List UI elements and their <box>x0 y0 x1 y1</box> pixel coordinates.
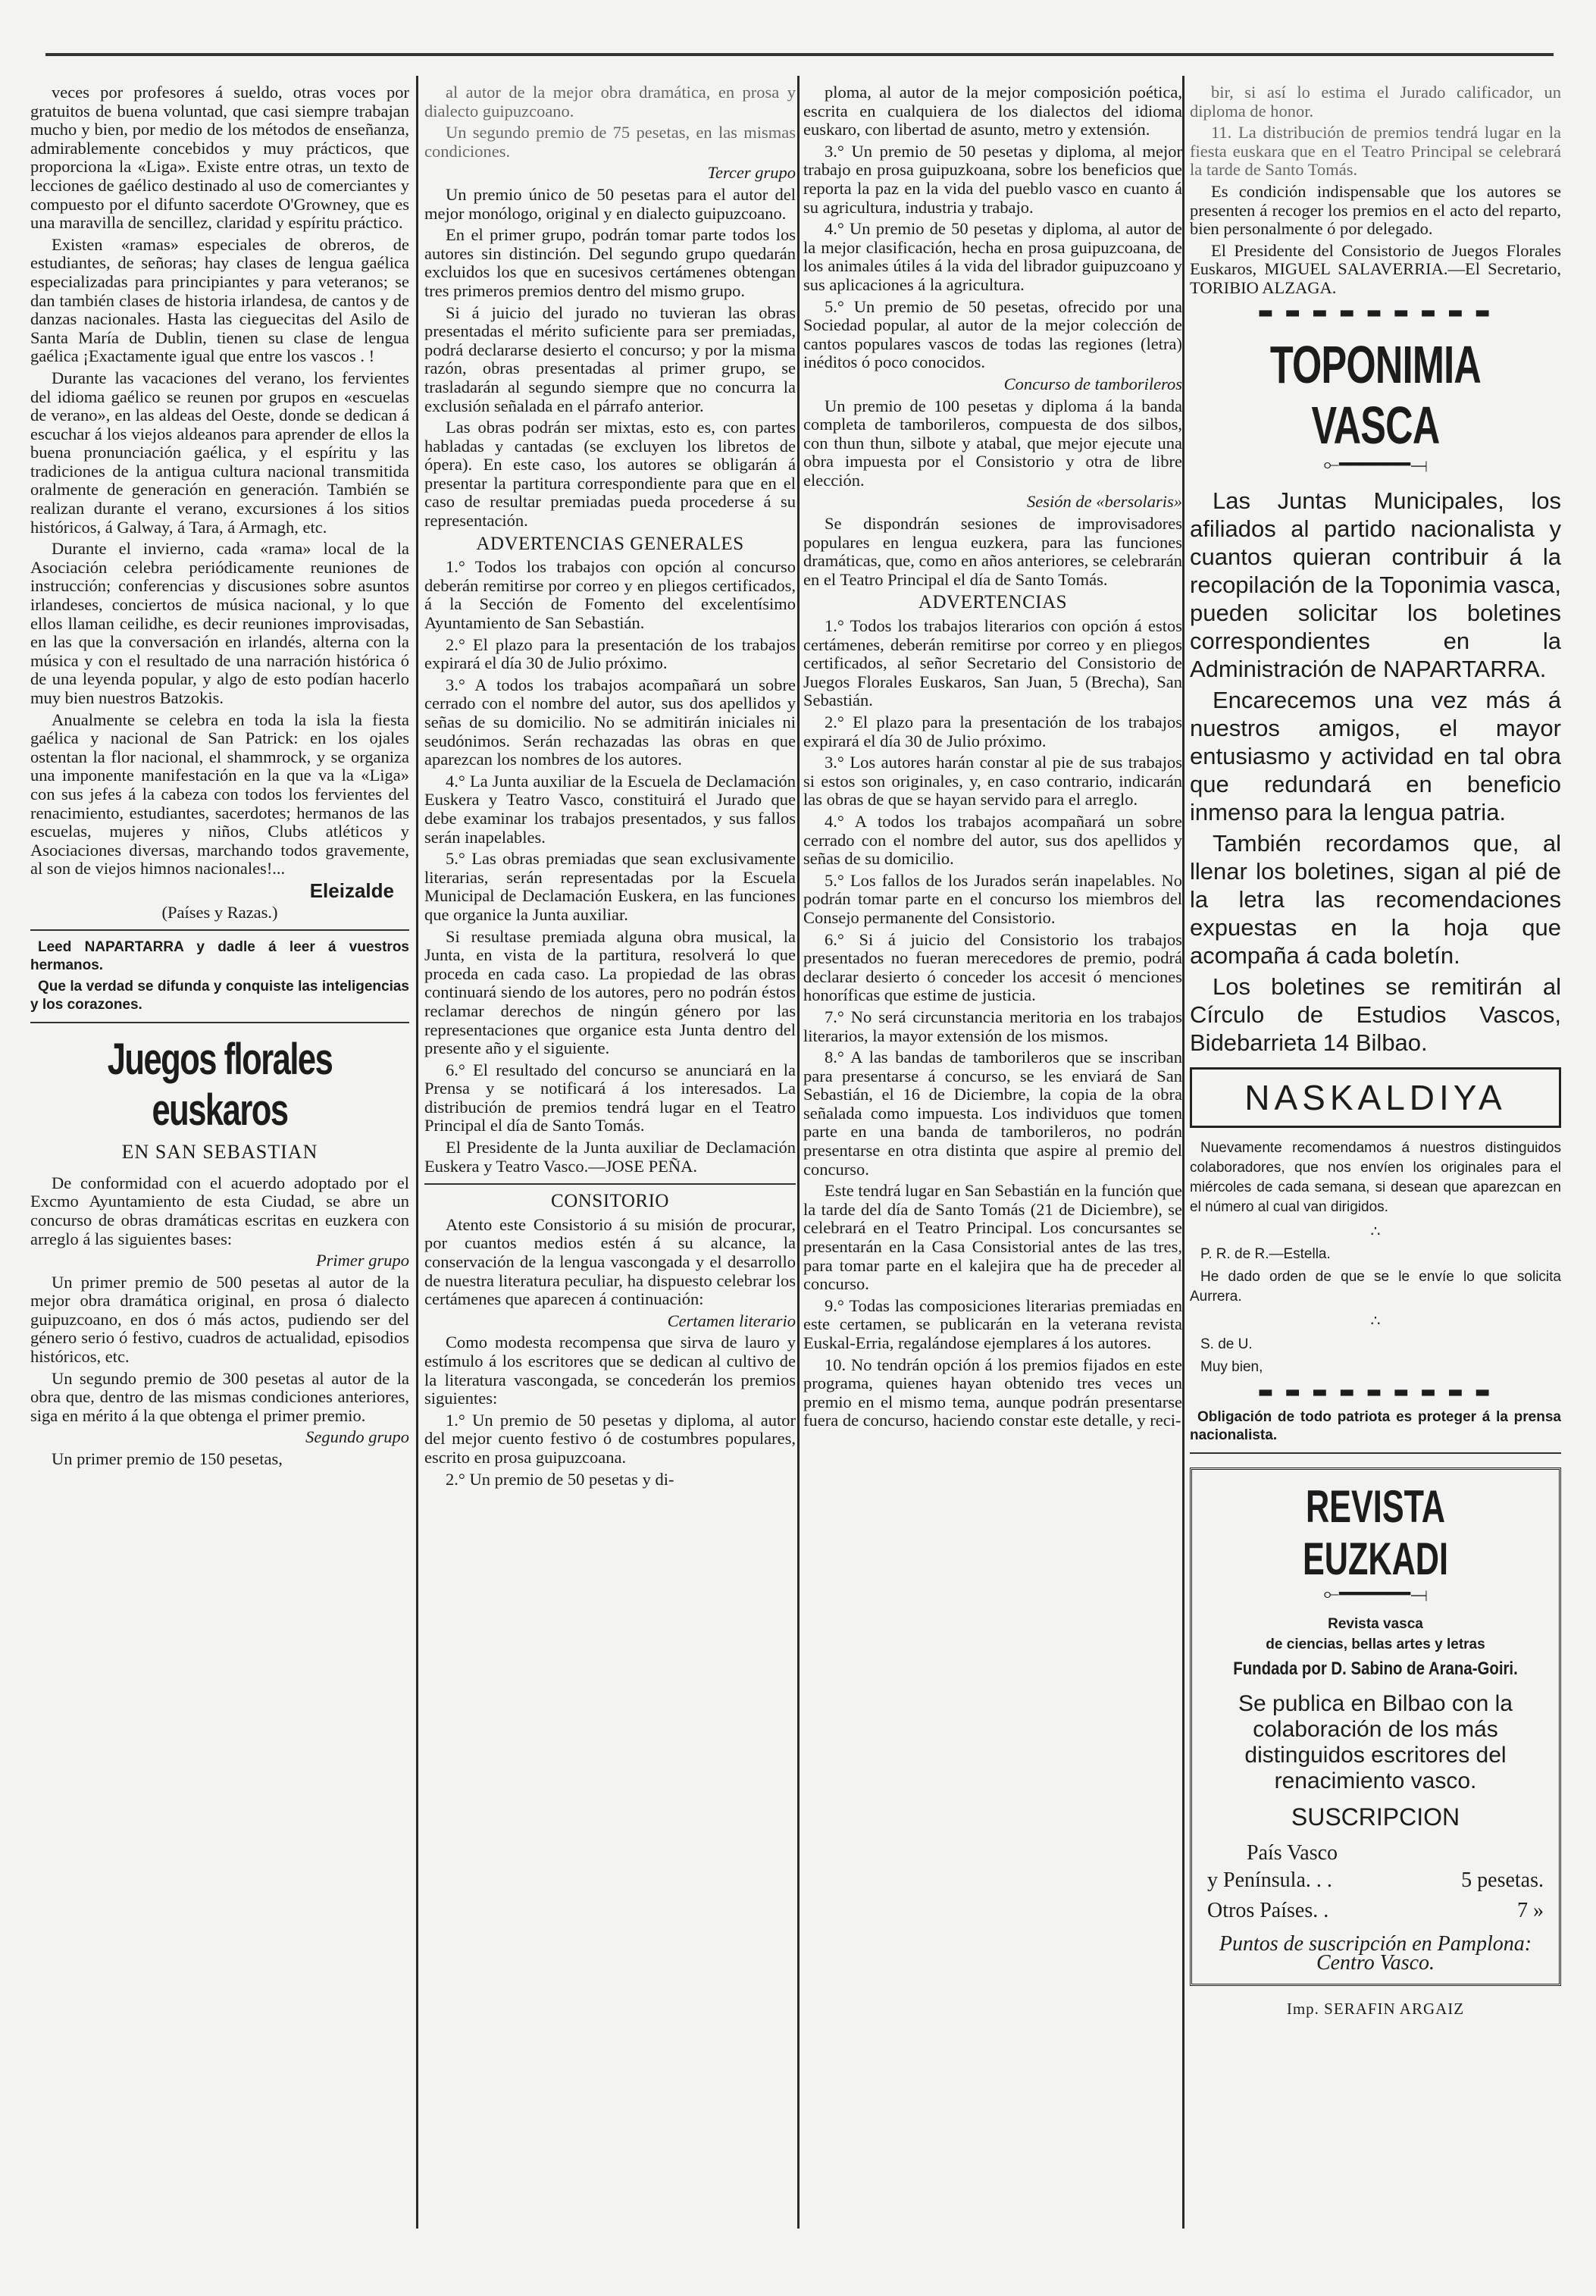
article-paragraph: 5.° Un premio de 50 pesetas, ofrecido por una Sociedad popular, al autor de la mejor colección de cantos populares vascos de todas las regiones (letra) inéditos ó poco conocidos. <box>803 296 1182 372</box>
rule-item: 9.° Todas las composiciones literarias premiadas en este certamen, se publicarán en la veterana revista Euskal-Erria, regalándose ejemplares á los autores. <box>803 1295 1182 1352</box>
dash-ornament: ▬ ▬ ▬ ▬ ▬ ▬ ▬ ▬ ▬ <box>1257 1382 1494 1402</box>
column-1 <box>30 83 409 2259</box>
group-heading: Sesión de «bersolaris» <box>1027 492 1182 512</box>
rule-item: El Presidente de la Junta auxiliar de Declamación Euskera y Teatro Vasco.—JOSE PEÑA. <box>424 1138 796 1176</box>
group-heading: Tercer grupo <box>707 163 796 183</box>
article-signature: Eleizalde <box>309 879 394 902</box>
rule-item: 2.° El plazo para la presentación de los trabajos expirará el día 30 de Julio próximo. <box>803 713 1182 750</box>
rule-item: 4.° La Junta auxiliar de la Escuela de Declamación Euskera y Teatro Vasco, constituirá el Jurado que debe examinar los trabajos presentados, y sus fallos serán inapelables. <box>424 771 796 847</box>
column-3 <box>803 83 1182 2259</box>
revista-body: Se publica en Bilbao con la colaboración de los más distinguidos escritores del renacimiento vasco. <box>1238 1690 1513 1793</box>
article-paragraph: Un segundo premio de 75 pesetas, en las mismas condiciones. <box>424 123 796 161</box>
article-paragraph: ploma, al autor de la mejor composición poética, escrita en cualquiera de los dialectos del idioma euskaro, con libertad de asunto, metro y extensión. <box>803 83 1182 139</box>
article-paragraph: veces por profesores á sueldo, otras voces por gratuitos de buena voluntad, que casi siempre trabajan mucho y bien, por medio de los métodos de enseñanza, admirablemente concebidos y muy prácticos, que proporciona la «Liga». Existe entre otras, un texto de lecciones de gaélico destinado al uso de comerciantes y compuesto por el difunto sacerdote O'Growney, que es una maravilla de sencillez, claridad y espíritu práctico. <box>30 83 409 233</box>
dash-ornament: ▬ ▬ ▬ ▬ ▬ ▬ ▬ ▬ ▬ <box>1257 302 1494 322</box>
price-value: 5 pesetas. <box>1461 1868 1544 1893</box>
rule-item: 7.° No será circunstancia meritoria en los trabajos literarios, la mayor extensión de los mismos. <box>803 1007 1182 1045</box>
rule-item: 6.° El resultado del concurso se anunciará en la Prensa y se notificará á los interesados. La distribución de premios tendrá lugar en el Teatro Principal el día de Santo Tomás. <box>424 1060 796 1135</box>
article-paragraph: 2.° Un premio de 50 pesetas y di- <box>446 1469 674 1489</box>
notice-paragraph: También recordamos que, al llenar los boletines, sigan al pié de la letra las recomendaciones expuestas en la hoja que acompaña á cada boletín. <box>1190 829 1561 969</box>
price-label: Otros Países. . <box>1207 1899 1329 1923</box>
price-row <box>1201 1868 1550 1893</box>
revista-euzkadi-ad <box>1190 1467 1561 1986</box>
article-paragraph: Un primer premio de 150 pesetas, <box>52 1449 283 1469</box>
article-paragraph: Un premio de 100 pesetas y diploma á la banda completa de tamborileros, compuesta de dos silbos, con thun thun, silbote y atabal, que mejor ejecute una obra impuesta por el Consistorio y otra de libre elección. <box>803 396 1182 490</box>
rule-item: 6.° Si á juicio del Consistorio los trabajos presentados no fueran merecedores de premio, podrá declarar desierto ó conceder los accesit ó menciones honoríficas que estime de justicia. <box>803 929 1182 1005</box>
article-paragraph: bir, si así lo estima el Jurado calificador, un diploma de honor. <box>1190 83 1561 121</box>
column-4 <box>1190 83 1561 2259</box>
rule-item: 5.° Las obras premiadas que sean exclusivamente literarias, serán representadas por la Escuela Municipal de Declamación Euskera, en las funciones que organice la Junta auxiliar. <box>424 849 796 924</box>
article-paragraph: 1.° Un premio de 50 pesetas y diploma, al autor del mejor cuento festivo ó de costumbres populares, escrito en prosa guipuzcoana. <box>424 1410 796 1467</box>
article-paragraph: Anualmente se celebra en toda la isla la fiesta gaélica y nacional de San Patrick: en los ojales ostentan la flor nacional, el shammrock, y se organiza una imponente manifestación en la que va la «Liga» con sus jefes á la cabeza con todos los fervientes del renacimiento, estudiantes, sacerdotes; hermanos de las escuelas, mujeres y niños, Clubs atléticos y Asociaciones diversas, marchando todos gravemente, al son de viejos himnos nacionales!... <box>30 709 409 879</box>
article-paragraph: Si á juicio del jurado no tuvieran las obras presentadas el mérito suficiente para ser premiadas, podrá declararse desierto el concurso; y por la misma razón, obras presentadas al primer grupo, se trasladarán al segundo siempre que no concurra la exclusión señalada en el párrafo anterior. <box>424 302 796 415</box>
notice-paragraph: Encarecemos una vez más á nuestros amigos, el mayor entusiasmo y actividad en tal obra que redundará en beneficio inmenso para la lengua patria. <box>1190 686 1561 825</box>
price-label: y Península. . . <box>1207 1868 1332 1893</box>
notice-paragraph: Los boletines se remitirán al Círculo de Estudios Vascos, Bidebarrieta 14 Bilbao. <box>1190 973 1561 1056</box>
article-source: (Países y Razas.) <box>161 902 278 922</box>
article-paragraph: 11. La distribución de premios tendrá lugar en la fiesta euskara que en el Teatro Principal se celebrará la tarde de Santo Tomás. <box>1190 123 1561 180</box>
revista-subtitle: Revista vasca <box>1328 1616 1423 1633</box>
rule-item: 3.° A todos los trabajos acompañará un sobre cerrado con el nombre del autor, sus dos apellidos y señas de su domicilio. No se admitirán iniciales ni seudónimos. Serán rechazadas las obras en que aparezcan los nombres de los autores. <box>424 675 796 769</box>
article-paragraph: 3.° Un premio de 50 pesetas y diploma, al mejor trabajo en prosa guipuzkoana, sobre los beneficios que reporta la paz en la vida del pueblo vasco en cuanto á su agricultura, industria y trabajo. <box>803 141 1182 217</box>
trefoil-ornament: ∴ <box>1370 1311 1381 1330</box>
group-heading: Segundo grupo <box>305 1427 409 1447</box>
section-heading: ADVERTENCIAS <box>918 592 1068 613</box>
article-paragraph: 4.° Un premio de 50 pesetas y diploma, al autor de la mejor clasificación, hecha en prosa guipuzcoana, de los animales útiles á la vida del librador guipuzcoano y sus aplicaciones á la agricultura. <box>803 219 1182 294</box>
promo-note: Leed NAPARTARRA y dadle á leer á vuestros hermanos. <box>30 939 409 974</box>
price-value: 7 » <box>1517 1899 1544 1923</box>
rule-item: 10. No tendrán opción á los premios fijados en este programa, quienes hayan obtenido tres veces un premio en el mismo tema, aunque podrán presentarse fuera de concurso, haciendo constar este detalle, y reci- <box>803 1355 1182 1430</box>
subscription-points: Puntos de suscripción en Pamplona: Centro Vasco. <box>1219 1932 1532 1975</box>
toponimia-title: TOPONIMIA VASCA <box>1269 335 1482 456</box>
column-divider <box>416 76 418 2229</box>
group-heading: Certamen literario <box>667 1311 796 1330</box>
title-ornament: ⟜━━━━━━⟞ <box>1323 1582 1428 1605</box>
notice-paragraph: Nuevamente recomendamos á nuestros distinguidos colaboradores, que nos envíen los originales para el miércoles de cada semana, si desean que aparezcan en el número al cual van dirigidos. <box>1190 1139 1561 1215</box>
article-paragraph: En el primer grupo, podrán tomar parte todos los autores sin distinción. Del segundo grupo quedarán excluidos los que en sucesivos certámenes obtengan tres primeros premios dentro del mismo grupo. <box>424 225 796 300</box>
revista-founder: Fundada por D. Sabino de Arana-Goiri. <box>1233 1659 1518 1680</box>
price-row <box>1201 1899 1550 1923</box>
column-2 <box>424 83 796 2259</box>
rule-item: 3.° Los autores harán constar al pie de sus trabajos si estos son originales, y, en caso contrario, indicarán las obras de que se hayan servido para el arreglo. <box>803 753 1182 810</box>
rule-item: 4.° A todos los trabajos acompañará un sobre cerrado con el nombre del autor, sus dos apellidos y señas de su domicilio. <box>803 811 1182 869</box>
section-rule <box>30 1022 409 1023</box>
article-paragraph: Como modesta recompensa que sirva de lauro y estímulo á los escritores que se dedican al cultivo de la literatura vascongada, se concederán los premios siguientes: <box>424 1333 796 1408</box>
suscripcion-heading: SUSCRIPCION <box>1291 1803 1460 1831</box>
rule-item: Si resultase premiada alguna obra musical, la Junta, en vista de la partitura, resolverá lo que proceda en cada caso. La propiedad de las obras continuará siendo de los autores, pero no podrán éstos reclamar derechos de ningún género por las representaciones que organice esta Junta dentro del presente año y el siguiente. <box>424 926 796 1058</box>
section-heading: ADVERTENCIAS GENERALES <box>476 533 744 554</box>
section-rule <box>1190 1452 1561 1454</box>
top-rule <box>45 53 1554 56</box>
group-heading: Concurso de tamborileros <box>1003 374 1182 393</box>
rule-item: 1.° Todos los trabajos con opción al concurso deberán remitirse por correo y en pliegos certificados, á la Sección de Fomento del excelentísimo Ayuntamiento de San Sebastián. <box>424 557 796 633</box>
group-heading: Primer grupo <box>315 1251 409 1270</box>
article-paragraph: El Presidente del Consistorio de Juegos Florales Euskaros, MIGUEL SALAVERRIA.—El Secretario, TORIBIO ALZAGA. <box>1190 240 1561 297</box>
promo-note: Obligación de todo patriota es proteger á la prensa nacionalista. <box>1190 1408 1561 1443</box>
imprint: Imp. SERAFIN ARGAIZ <box>1286 1999 1465 2018</box>
article-paragraph: Las obras podrán ser mixtas, esto es, con partes habladas y cantadas (se excluyen los libretos de ópera). En este caso, los autores se obligarán á presentar la partitura correspondiente para que en el caso de resultar premiadas pueda procederse á su representación. <box>424 418 796 531</box>
article-paragraph: Atento este Consistorio á su misión de procurar, por cuantos medios estén á su alcance, la conservación de la lengua vascongada y el desarrollo de nuestra literatura peculiar, ha dispuesto celebrar los certámenes que aparecen á continuación: <box>424 1214 796 1309</box>
promo-note: Que la verdad se difunda y conquiste las inteligencias y los corazones. <box>30 979 409 1013</box>
price-label: País Vasco <box>1247 1841 1338 1865</box>
juegos-florales-title: Juegos florales euskaros <box>107 1035 333 1135</box>
trefoil-ornament: ∴ <box>1370 1221 1381 1240</box>
rule-item: 1.° Todos los trabajos literarios con opción á estos certámenes, deberán remitirse por correo y en pliegos certificados, al señor Secretario del Consistorio de Juegos Florales Euskaros, San Juan, 5 (Brecha), San Sebastián. <box>803 616 1182 710</box>
article-paragraph: al autor de la mejor obra dramática, en prosa y dialecto guipuzcoano. <box>424 83 796 121</box>
rule-item: 8.° A las bandas de tamborileros que se inscriban para presentarse á concurso, se les enviará de San Sebastián, el 16 de Diciembre, la copia de la obra señalada como impuesta. Los individuos que tomen parte en una banda de tamborileros, no podrán presentarse en otra distinta que aspire al premio del concurso. <box>803 1048 1182 1179</box>
rule-item: 2.° El plazo para la presentación de los trabajos expirará el día 30 de Julio próximo. <box>424 634 796 673</box>
column-divider <box>1182 76 1184 2229</box>
article-paragraph: Un segundo premio de 300 pesetas al autor de la obra que, dentro de las mismas condiciones anteriores, siga en mérito á la que obtenga el primer premio. <box>30 1368 409 1425</box>
juegos-florales-subtitle: EN SAN SEBASTIAN <box>121 1141 318 1164</box>
article-paragraph: Existen «ramas» especiales de obreros, de estudiantes, de señoras; hay clases de lengua gaélica especializadas para principiantes y para veteranos; se dan también clases de historia irlandesa, de cantos y de danzas nacionales. Hasta las cieguecitas del Asilo de Santa María de Dublin, tienen su clase de lengua gaélica ¡Exactamente igual que entre los vascos . ! <box>30 234 409 366</box>
section-rule <box>424 1183 796 1185</box>
reply-text: Muy bien, <box>1200 1358 1263 1375</box>
article-paragraph: De conformidad con el acuerdo adoptado por el Excmo Ayuntamiento de esta Ciudad, se abre un concurso de obras dramáticas escritas en euzkera con arreglo á las siguientes bases: <box>30 1173 409 1248</box>
article-paragraph: Es condición indispensable que los autores se presenten á recoger los premios en el acto del reparto, bien personalmente ó por delegado. <box>1190 181 1561 239</box>
article-paragraph: Durante las vacaciones del verano, los fervientes del idioma gaélico se reunen por grupos en «escuelas de verano», en las aldeas del Oeste, donde se dedican á escuchar á los viejos aldeanos para aprender de ellos la buena pronunciación gaélica, y el espíritu y las tradiciones de la antigua cultura nacional transmitida oralmente de generación en generación. También se realizan durante el verano, excursiones á los sitios históricos, á Galway, á Tara, á Armagh, etc. <box>30 368 409 537</box>
column-divider <box>797 76 800 2229</box>
rule-item: Este tendrá lugar en San Sebastián en la función que la tarde del día de Santo Tomás (21 de Diciembre), se celebrará en el Teatro Principal. Los concursantes se presentarán en la Casa Consistorial antes de las tres, para tomar parte en el kalejira que ha de preceder al concurso. <box>803 1181 1182 1294</box>
naskaldiya-title: NASKALDIYA <box>1190 1067 1561 1128</box>
rule-item: 5.° Los fallos de los Jurados serán inapelables. No podrán tomar parte en el concurso los miembros del Consejo permanente del Consistorio. <box>803 870 1182 927</box>
notice-paragraph: Las Juntas Municipales, los afiliados al partido nacionalista y cuantos quieran contribuir á la recopilación de la Toponimia vasca, pueden solicitar los boletines correspondientes en la Administración de NAPARTARRA. <box>1190 487 1561 682</box>
reply-text: He dado orden de que se le envíe lo que solicita Aurrera. <box>1190 1269 1561 1305</box>
section-rule <box>30 929 409 931</box>
reply-name: S. de U. <box>1200 1336 1253 1352</box>
revista-title: REVISTA EUZKADI <box>1302 1480 1448 1584</box>
title-ornament: ⟜━━━━━━⟞ <box>1323 453 1428 477</box>
section-heading: CONSITORIO <box>551 1191 669 1212</box>
article-paragraph: Durante el invierno, cada «rama» local de la Asociación celebra periódicamente reuniones de instrucción; conferencias y discusiones sobre asuntos irlandeses, conciertos de música nacional, y lo que ellos llaman ceilidhe, es decir reuniones improvisadas, en las que la conversación en irlandés, alterna con la música y con el resultado de una narración histórica ó de una leyenda popular, y algo de esto podían hacerlo muy bien nuestros Batzokis. <box>30 539 409 707</box>
revista-subtitle: de ciencias, bellas artes y letras <box>1266 1636 1485 1652</box>
article-paragraph: Un primer premio de 500 pesetas al autor de la mejor obra dramática original, en prosa ó dialecto guipuzcoano, en dos ó más actos, pudiendo ser del género serio ó festivo, cuadros de actualidad, episodios históricos, etc. <box>30 1272 409 1367</box>
article-paragraph: Se dispondrán sesiones de improvisadores populares en lengua euzkera, para las funciones dramáticas, que, como en años anteriores, se celebrarán en el Teatro Principal el día de Santo Tomás. <box>803 514 1182 589</box>
reply-name: P. R. de R.—Estella. <box>1200 1246 1331 1263</box>
article-paragraph: Un premio único de 50 pesetas para el autor del mejor monólogo, original y en dialecto guipuzcoano. <box>424 184 796 223</box>
